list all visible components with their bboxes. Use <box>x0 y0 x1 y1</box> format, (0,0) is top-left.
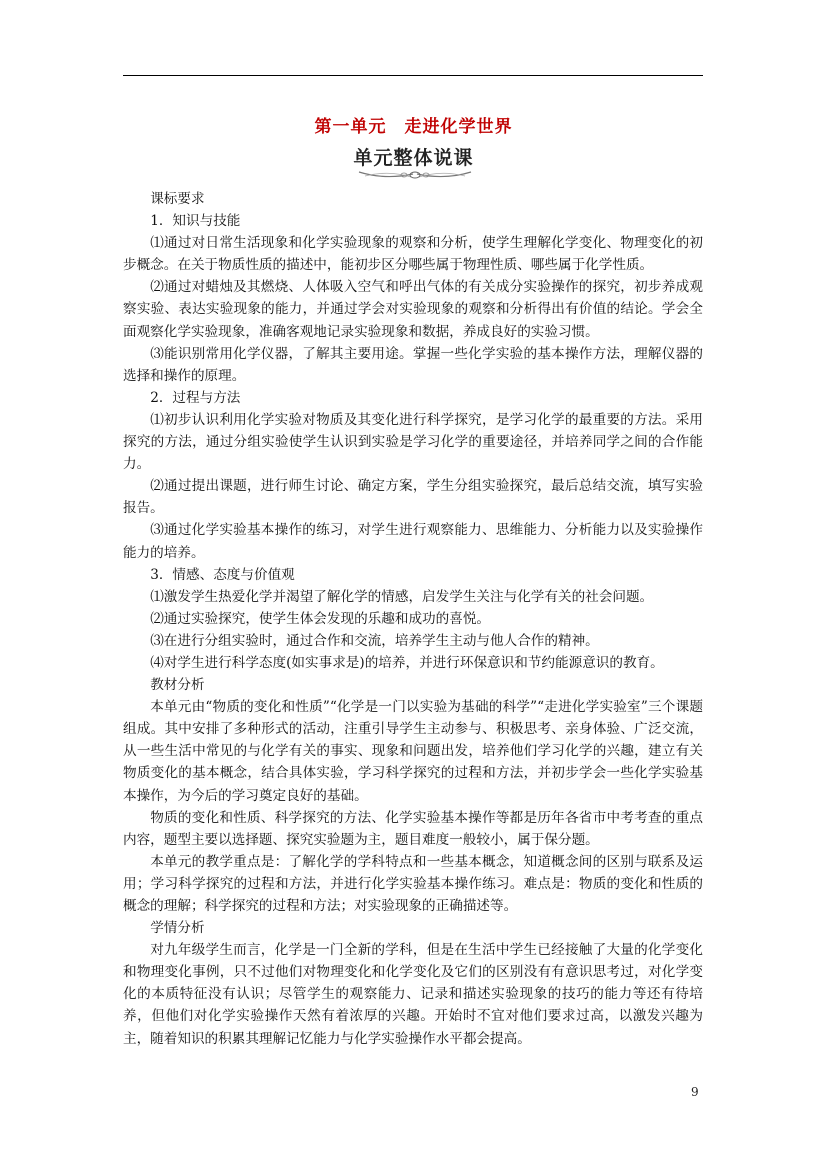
document-body <box>123 188 703 1050</box>
paragraph: ⑵通过对蜡烛及其燃烧、人体吸入空气和呼出气体的有关成分实验操作的探究，初步养成观察实验、表达实验现象的能力，并通过学会对实验现象的观察和分析得出有价值的结论。学会全面观察化学实验现象，准确客观地记录实验现象和数据，养成良好的实验习惯。 <box>123 279 703 340</box>
paragraph: ⑴通过对日常生活现象和化学实验现象的观察和分析，使学生理解化学变化、物理变化的初步概念。在关于物质性质的描述中，能初步区分哪些属于物理性质、哪些属于化学性质。 <box>123 235 703 274</box>
paragraph: ⑶能识别常用化学仪器，了解其主要用途。掌握一些化学实验的基本操作方法，理解仪器的选择和操作的原理。 <box>123 345 703 384</box>
paragraph: 本单元由“物质的变化和性质”“化学是一门以实验为基础的科学”“走进化学实验室”三个课题组成。其中安排了多种形式的活动，注重引导学生主动参与、积极思考、亲身体验、广泛交流，从一些生活中常见的与化学有关的事实、现象和问题出发，培养他们学习化学的兴趣，建立有关物质变化的基本概念，结合具体实验，学习科学探究的过程和方法，并初步学会一些化学实验基本操作，为今后的学习奠定良好的基础。 <box>123 699 703 804</box>
paragraph: 对九年级学生而言，化学是一门全新的学科，但是在生活中学生已经接触了大量的化学变化和物理变化事例，只不过他们对物理变化和化学变化及它们的区别没有有意识思考过，对化学变化的本质特征没有认识；尽管学生的观察能力、记录和描述实验现象的技巧的能力等还有待培养，但他们对化学实验操作天然有着浓厚的兴趣。开始时不宜对他们要求过高，以激发兴趣为主，随着知识的积累其理解记忆能力与化学实验操作水平都会提高。 <box>123 942 703 1047</box>
section-heading: 课标要求 <box>150 191 205 207</box>
page-number: 9 <box>691 1085 699 1099</box>
section-heading: 2．过程与方法 <box>150 389 241 406</box>
ornament-divider <box>355 166 475 182</box>
section-heading: 3．情感、态度与价值观 <box>150 566 295 583</box>
unit-name: 走进化学世界 <box>404 117 513 137</box>
paragraph: ⑵通过提出课题，进行师生讨论、确定方案，学生分组实验探究，最后总结交流，填写实验报告。 <box>123 478 703 517</box>
paragraph: ⑶在进行分组实验时，通过合作和交流，培养学生主动与他人合作的精神。 <box>150 632 599 649</box>
header-rule <box>123 75 703 76</box>
section-subtitle: 单元整体说课 <box>353 147 474 169</box>
paragraph: ⑴初步认识利用化学实验对物质及其变化进行科学探究，是学习化学的最重要的方法。采用探究的方法，通过分组实验使学生认识到实验是学习化学的重要途径，并培养同学之间的合作能力。 <box>123 411 703 473</box>
section-heading: 学情分析 <box>150 920 205 937</box>
unit-title <box>0 112 827 137</box>
unit-label: 第一单元 <box>314 117 387 137</box>
paragraph: ⑶通过化学实验基本操作的练习，对学生进行观察能力、思维能力、分析能力以及实验操作能力的培养。 <box>123 522 703 561</box>
paragraph: ⑵通过实验探究，使学生体会发现的乐趣和成功的喜悦。 <box>150 610 491 627</box>
section-heading: 教材分析 <box>150 677 205 694</box>
section-heading: 1．知识与技能 <box>150 213 241 230</box>
paragraph: 物质的变化和性质、科学探究的方法、化学实验基本操作等都是历年各省市中考考查的重点内容，题型主要以选择题、探究实验题为主，题目难度一般较小，属于保分题。 <box>123 809 703 848</box>
paragraph: 本单元的教学重点是：了解化学的学科特点和一些基本概念，知道概念间的区别与联系及运用；学习科学探究的过程和方法，并进行化学实验基本操作练习。难点是：物质的变化和性质的概念的理解；科学探究的过程和方法；对实验现象的正确描述等。 <box>123 853 703 914</box>
paragraph: ⑷对学生进行科学态度(如实事求是)的培养，并进行环保意识和节约能源意识的教育。 <box>150 654 664 671</box>
paragraph: ⑴激发学生热爱化学并渴望了解化学的情感，启发学生关注与化学有关的社会问题。 <box>150 588 654 605</box>
